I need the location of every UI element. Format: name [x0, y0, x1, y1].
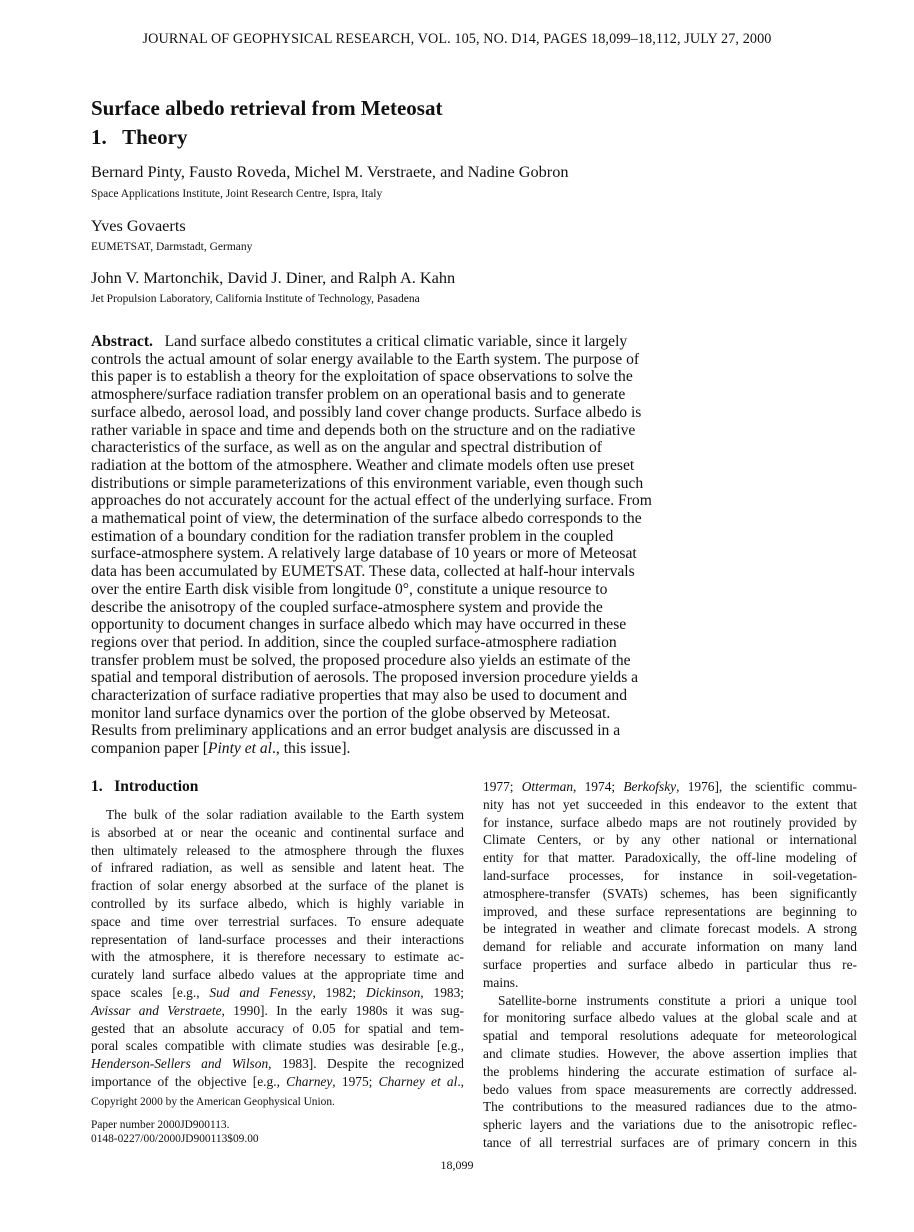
text-line: improved, and these surface representations are beginning to	[483, 903, 857, 919]
text-line: representation of land-surface processes and their interactions	[91, 931, 464, 947]
abstract-line: rather variable in space and time and depends both on the structure and on the radiative	[91, 421, 636, 439]
text-line: controlled by its surface albedo, which is highly variable in	[91, 895, 464, 911]
citation: Henderson-Sellers and Wilson	[91, 1056, 269, 1072]
citation: Sud and Fenessy	[209, 984, 313, 1000]
text-line: for instance, surface albedo maps are not routinely provided by	[483, 814, 857, 830]
text-line: is absorbed at or near the oceanic and continental surface and	[91, 824, 464, 840]
text-fragment: importance of the objective [e.g.,	[91, 1073, 287, 1089]
text-line: The bulk of the solar radiation available to the Earth system	[106, 807, 464, 822]
text-line: The contributions to the measured radiances due to the atmo-	[483, 1099, 857, 1115]
text-line: tance of all terrestrial surfaces are of primary concern in this	[483, 1134, 857, 1150]
text-line: Satellite-borne instruments constitute a priori a unique tool	[498, 992, 857, 1008]
abstract-line: opportunity to document changes in surface albedo which may have occurred in these	[91, 616, 627, 634]
text-line: surface properties and surface albedo in particular thus re-	[483, 956, 857, 972]
running-head: JOURNAL OF GEOPHYSICAL RESEARCH, VOL. 105, NO. D14, PAGES 18,099–18,112, JULY 27, 2000	[142, 31, 772, 47]
abstract-label: Abstract.	[91, 333, 153, 350]
text-fragment: .,	[457, 1073, 465, 1089]
abstract-line: data has been accumulated by EUMETSAT. These data, collected at half-hour intervals	[91, 563, 635, 581]
text-line: and climate studies. However, the above assertion implies that	[483, 1045, 857, 1061]
text-fragment: 1977;	[483, 779, 522, 794]
text-line: fraction of solar energy absorbed at the surface of the planet is	[91, 878, 464, 894]
abstract-line: radiation at the bottom of the atmosphere. Weather and climate models often use preset	[91, 456, 635, 474]
text-line	[483, 778, 857, 796]
text-line: gested that an absolute accuracy of 0.05 for spatial and tem-	[91, 1020, 464, 1036]
abstract-line: regions over that period. In addition, since the coupled surface-atmosphere radiation	[91, 633, 617, 651]
abstract-line: atmosphere/surface radiation transfer problem on an operational basis and to generate	[91, 386, 626, 404]
affiliation-3: Jet Propulsion Laboratory, California Institute of Technology, Pasadena	[91, 293, 420, 305]
abstract-text: companion paper [	[91, 740, 208, 758]
text-line: land-surface processes, for instance in soil-vegetation-	[483, 867, 857, 883]
section-heading: 1. Introduction	[91, 778, 199, 795]
text-line: entity for that matter. Paradoxically, the off-line modeling of	[483, 850, 857, 866]
abstract-line: controls the actual amount of solar energy available to the Earth system. The purpose of	[91, 350, 640, 368]
text-line: be integrated in weather and climate forecast models. A strong	[483, 921, 857, 937]
citation: Charney	[286, 1073, 333, 1089]
text-fragment: , 1975;	[332, 1073, 379, 1089]
text-line: mains.	[483, 974, 519, 990]
text-line: then ultimately released to the atmosphere through the fluxes	[91, 842, 464, 858]
abstract-line: describe the anisotropy of the coupled surface-atmosphere system and provide the	[91, 598, 603, 616]
abstract-line: spatial and temporal distribution of aerosols. The proposed inversion procedure yields a	[91, 669, 639, 687]
text-fragment: , 1983]. Despite the recognized	[268, 1056, 465, 1072]
abstract-line: Results from preliminary applications and an error budget analysis are discussed in a	[91, 722, 621, 740]
citation: Avissar and Verstraete	[91, 1002, 222, 1018]
text-line	[91, 984, 464, 1002]
text-line: poral scales compatible with climate studies was desirable [e.g.,	[91, 1038, 464, 1054]
author-names-2: Yves Govaerts	[91, 216, 186, 235]
text-fragment: , 1976], the scientific commu-	[676, 779, 857, 794]
abstract-line: this paper is to establish a theory for the exploitation of space observations to solve the	[91, 368, 633, 386]
abstract-line	[91, 333, 704, 351]
left-column	[91, 806, 464, 1091]
right-column	[483, 778, 857, 1152]
paper-number: Paper number 2000JD900113.	[91, 1119, 230, 1131]
abstract-line: characterization of surface radiative properties that may also be used to document and	[91, 687, 628, 705]
text-line: nity has not yet succeeded in this endeavor to the extent that	[483, 796, 857, 812]
text-line: bedo values from space measurements are correctly addressed.	[483, 1081, 857, 1097]
abstract-text: ., this issue].	[272, 740, 351, 758]
abstract-line: distributions or simple parameterizations of this environment variable, even though such	[91, 474, 644, 492]
citation: Dickinson	[366, 984, 421, 1000]
citation: Berkofsky	[623, 779, 677, 794]
abstract-line: characteristics of the surface, as well as on the angular and spectral distribution of	[91, 439, 602, 457]
article-code: 0148-0227/00/2000JD900113$09.00	[91, 1133, 259, 1145]
text-line: atmosphere-transfer (SVATs) schemes, has been significantly	[483, 885, 857, 901]
text-line: the problems hindering the accurate estimation of surface al-	[483, 1063, 857, 1079]
abstract-line: over the entire Earth disk visible from longitude 0°, constitute a unique resource to	[91, 580, 608, 598]
affiliation-2: EUMETSAT, Darmstadt, Germany	[91, 241, 253, 253]
text-fragment: , 1974;	[573, 779, 624, 794]
abstract-line: transfer problem must be solved, the proposed procedure also yields an estimate of the	[91, 651, 631, 669]
paper-subtitle: 1. Theory	[91, 125, 188, 149]
text-line: space and time over terrestrial surfaces. To ensure adequate	[91, 913, 464, 929]
text-line	[91, 1055, 464, 1073]
text-fragment: space scales [e.g.,	[91, 984, 210, 1000]
text-line: with the atmosphere, it is therefore necessary to estimate ac-	[91, 949, 464, 965]
abstract-line	[91, 740, 704, 758]
author-names-3: John V. Martonchik, David J. Diner, and Ralph A. Kahn	[91, 268, 456, 287]
text-line: of infrared radiation, as well as sensible and latent heat. The	[91, 860, 464, 876]
abstract-line: monitor land surface dynamics over the portion of the globe observed by Meteosat.	[91, 704, 611, 722]
text-line	[91, 1002, 464, 1020]
citation: Charney et al	[378, 1073, 458, 1089]
affiliation-1: Space Applications Institute, Joint Research Centre, Ispra, Italy	[91, 188, 383, 200]
copyright-notice: Copyright 2000 by the American Geophysical Union.	[91, 1096, 335, 1108]
text-line: spheric layers and the variations due to the anisotropic reflec-	[483, 1117, 857, 1133]
text-fragment: , 1983;	[420, 984, 464, 1000]
text-fragment: , 1982;	[312, 984, 366, 1000]
citation: Pinty et al	[207, 740, 273, 758]
text-line: demand for reliable and accurate information on many land	[483, 939, 857, 955]
text-line: for monitoring surface albedo values at the global scale and at	[483, 1010, 857, 1026]
abstract-line: a mathematical point of view, the determination of the surface albedo corresponds to the	[91, 510, 642, 528]
text-line: Climate Centers, or by any other national or international	[483, 832, 857, 848]
page-number: 18,099	[440, 1158, 474, 1172]
abstract-line: estimation of a boundary condition for the radiation transfer problem in the coupled	[91, 527, 614, 545]
author-names-1: Bernard Pinty, Fausto Roveda, Michel M. Verstraete, and Nadine Gobron	[91, 162, 569, 181]
abstract-text: Land surface albedo constitutes a critical climatic variable, since it largely	[164, 333, 628, 350]
abstract	[91, 333, 704, 758]
abstract-line: approaches do not accurately account for the actual effect of the underlying surface. From	[91, 492, 652, 510]
text-line	[91, 1073, 464, 1091]
abstract-line: surface-atmosphere system. A relatively large database of 10 years or more of Meteosat	[91, 545, 637, 563]
citation: Otterman	[521, 779, 574, 794]
abstract-line: surface albedo, aerosol load, and possibly land cover change products. Surface albedo is	[91, 403, 642, 421]
text-line: curately land surface albedo values at the appropriate time and	[91, 967, 464, 983]
paper-title: Surface albedo retrieval from Meteosat	[91, 96, 443, 120]
text-line: spatial and temporal resolutions adequate for meteorological	[483, 1028, 857, 1044]
text-fragment: , 1990]. In the early 1980s it was sug-	[221, 1002, 464, 1018]
